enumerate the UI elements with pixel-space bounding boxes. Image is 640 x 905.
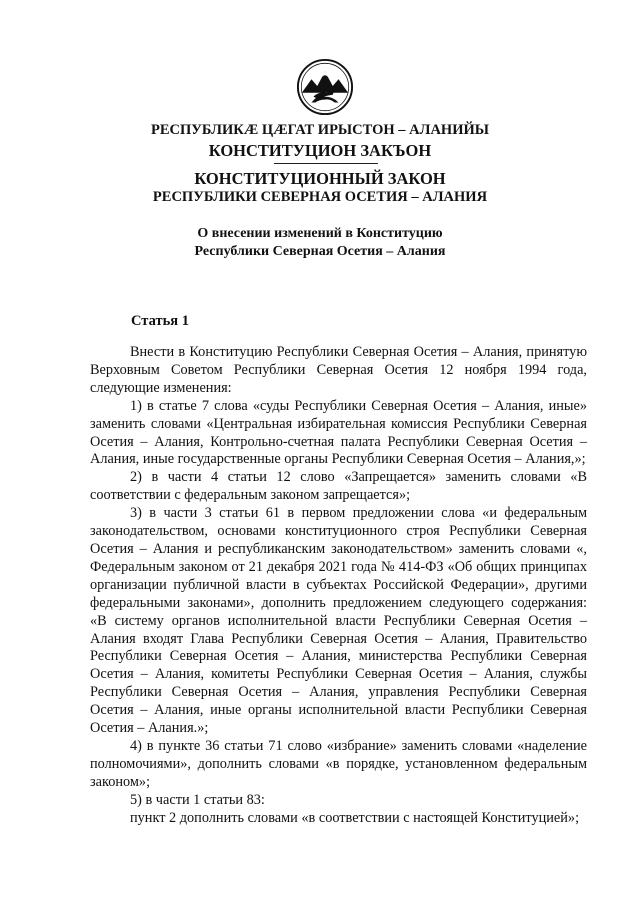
law-title-line-2: Республики Северная Осетия – Алания [194, 244, 446, 259]
paragraph: 5) в части 1 статьи 83: [130, 791, 265, 808]
law-type-russian: КОНСТИТУЦИОННЫЙ ЗАКОН [194, 169, 446, 188]
article-body [90, 344, 587, 827]
paragraph: 2) в части 4 статьи 12 слово «Запрещается» заменить словами «В соответствии с федеральным законом запрещается»; [90, 469, 587, 504]
article-heading: Статья 1 [131, 313, 189, 329]
law-title-line-1: О внесении изменений в Конституцию [197, 226, 443, 241]
republic-name-russian: РЕСПУБЛИКИ СЕВЕРНАЯ ОСЕТИЯ – АЛАНИЯ [152, 189, 488, 205]
paragraph: пункт 2 дополнить словами «в соответствии с настоящей Конституцией»; [130, 809, 580, 826]
coat-of-arms-icon [296, 58, 354, 116]
law-type-ossetian: КОНСТИТУЦИОН ЗАКЪОН [208, 141, 432, 160]
header-divider [274, 163, 378, 164]
paragraph: 1) в статье 7 слова «суды Республики Северная Осетия – Алания, иные» заменить словами «Центральная избирательная комиссия Республики Северная Осетия – Алания, Контрольно-счетная палата Республики Северная Осетия – Алания, иные государственные органы Республики Северная Осетия – Алания,»; [90, 397, 587, 468]
paragraph: 3) в части 3 статьи 61 в первом предложении слова «и федеральным законодательством, основами конституционного строя Республики Северная Осетия – Алания и республиканским законодательством» заменить словами «, Федеральным законом от 21 декабря 2021 года № 414-ФЗ «Об общих принципах организации публичной власти в субъектах Российской Федерации», другими федеральными законами», дополнить предложением следующего содержания: «В систему органов исполнительной власти Республики Северная Осетия – Алания входят Глава Республики Северная Осетия – Алания, Правительство Республики Северная Осетия – Алания, министерства Республики Северная Осетия – Алания, комитеты Республики Северная Осетия – Алания, службы Республики Северная Осетия – Алания, управления Республики Северная Осетия – Алания, иные органы исполнительной власти Республики Северная Осетия – Алания.»; [90, 505, 587, 737]
republic-name-ossetian: РЕСПУБЛИКӔ ЦӔГАТ ИРЫСТОН – АЛАНИЙЫ [151, 122, 489, 138]
paragraph: 4) в пункте 36 статьи 71 слово «избрание» заменить словами «наделение полномочиями», дополнить словами «в порядке, установленном федеральным законом»; [90, 737, 587, 790]
paragraph: Внести в Конституцию Республики Северная Осетия – Алания, принятую Верховным Советом Республики Северная Осетия 12 ноября 1994 года, следующие изменения: [90, 344, 587, 396]
